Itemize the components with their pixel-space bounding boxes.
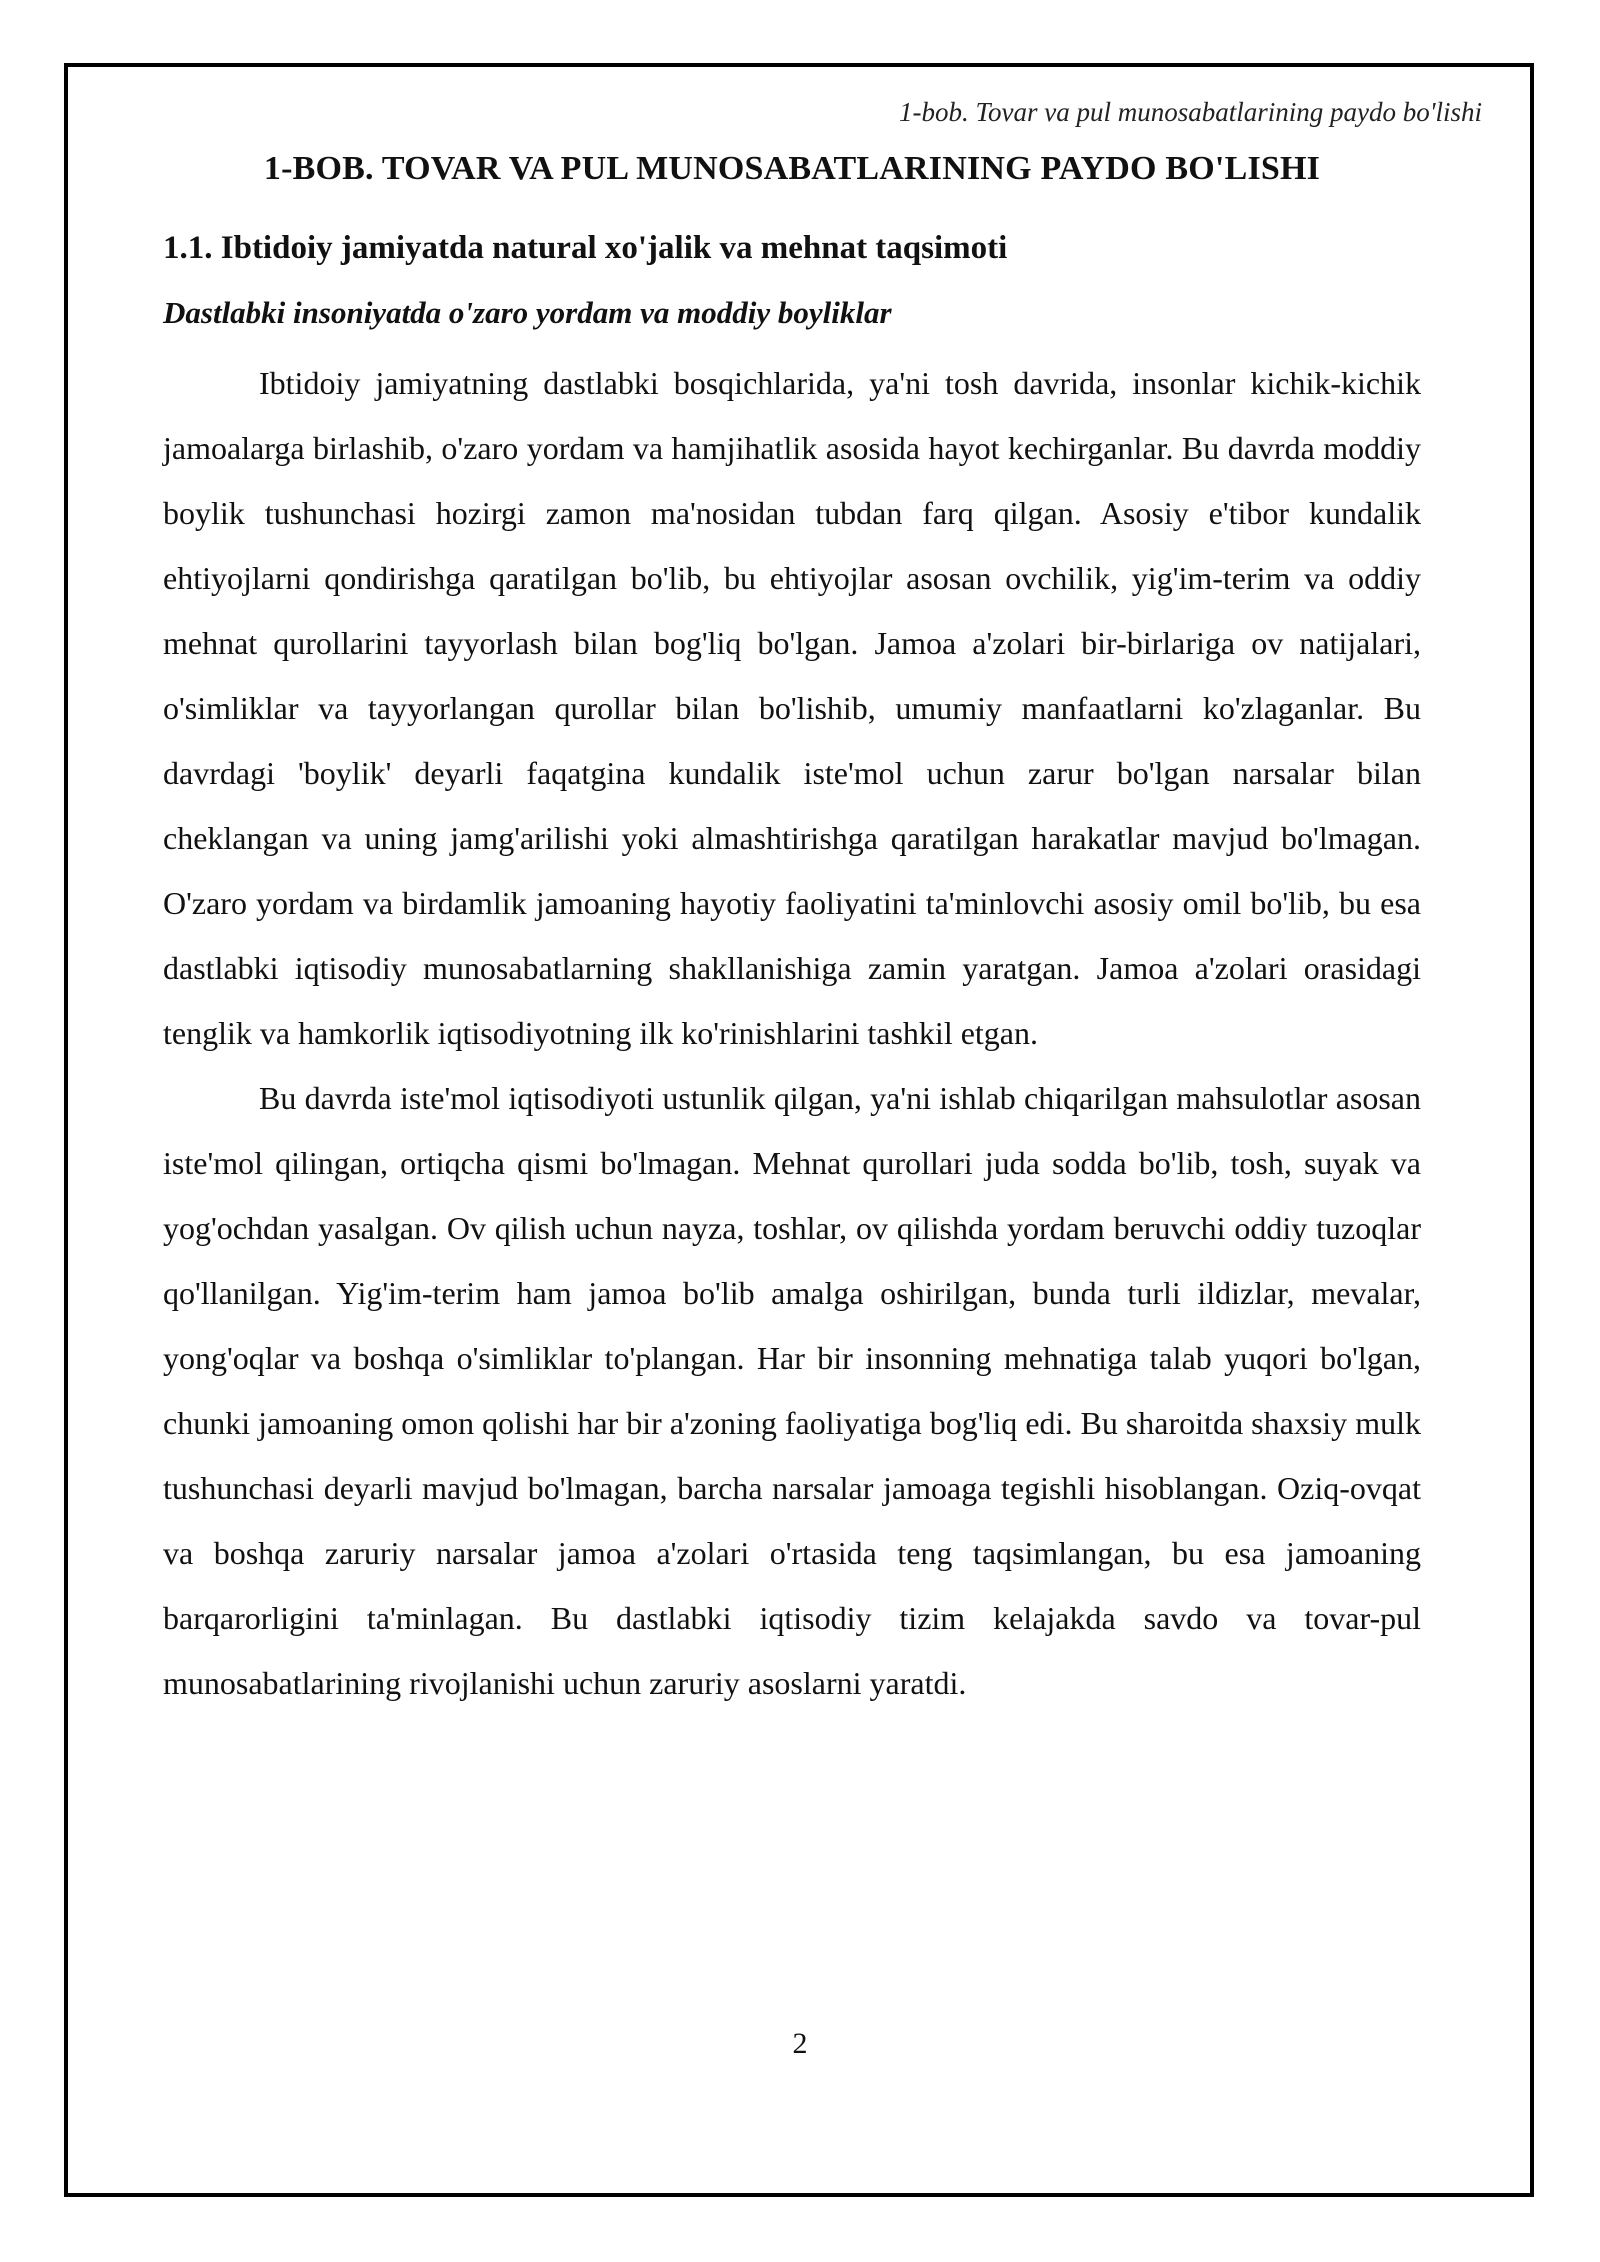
subsection-title: Dastlabki insoniyatda o'zaro yordam va moddiy boyliklar	[163, 295, 892, 330]
chapter-title: 1-BOB. TOVAR VA PUL MUNOSABATLARINING PAYDO BO'LISHI	[263, 150, 1321, 187]
section-title: 1.1. Ibtidoiy jamiyatda natural xo'jalik va mehnat taqsimoti	[163, 230, 1008, 266]
body-paragraph: Bu davrda iste'mol iqtisodiyoti ustunlik qilgan, ya'ni ishlab chiqarilgan mahsulotlar asosan iste'mol qilingan, ortiqcha qismi bo'lmagan. Mehnat qurollari juda sodda bo'lib, tosh, suyak va yog'ochdan yasalgan. Ov qilish uchun nayza, toshlar, ov qilishda yordam beruvchi oddiy tuzoqlar qo'llanilgan. Yig'im-terim ham jamoa bo'lib amalga oshirilgan, bunda turli ildizlar, mevalar, yong'oqlar va boshqa o'simliklar to'plangan. Har bir insonning mehnatiga talab yuqori bo'lgan, chunki jamoaning omon qolishi har bir a'zoning faoliyatiga bog'liq edi. Bu sharoitda shaxsiy mulk tushunchasi deyarli mavjud bo'lmagan, barcha narsalar jamoaga tegishli hisoblangan. Oziq-ovqat va boshqa zaruriy narsalar jamoa a'zolari o'rtasida teng taqsimlangan, bu esa jamoaning barqarorligini ta'minlagan. Bu dastlabki iqtisodiy tizim kelajakda savdo va tovar-pul munosabatlarining rivojlanishi uchun zaruriy asoslarni yaratdi.	[163, 1080, 1421, 1701]
running-header: 1-bob. Tovar va pul munosabatlarining paydo bo'lishi	[898, 97, 1482, 127]
page-number: 2	[792, 2027, 808, 2060]
page-content	[163, 150, 1421, 1716]
body-paragraph: Ibtidoiy jamiyatning dastlabki bosqichlarida, ya'ni tosh davrida, insonlar kichik-kichik jamoalarga birlashib, o'zaro yordam va hamjihatlik asosida hayot kechirganlar. Bu davrda moddiy boylik tushunchasi hozirgi zamon ma'nosidan tubdan farq qilgan. Asosiy e'tibor kundalik ehtiyojlarni qondirishga qaratilgan bo'lib, bu ehtiyojlar asosan ovchilik, yig'im-terim va oddiy mehnat qurollarini tayyorlash bilan bog'liq bo'lgan. Jamoa a'zolari bir-birlariga ov natijalari, o'simliklar va tayyorlangan qurollar bilan bo'lishib, umumiy manfaatlarni ko'zlaganlar. Bu davrdagi 'boylik' deyarli faqatgina kundalik iste'mol uchun zarur bo'lgan narsalar bilan cheklangan va uning jamg'arilishi yoki almashtirishga qaratilgan harakatlar mavjud bo'lmagan. O'zaro yordam va birdamlik jamoaning hayotiy faoliyatini ta'minlovchi asosiy omil bo'lib, bu esa dastlabki iqtisodiy munosabatlarning shakllanishiga zamin yaratgan. Jamoa a'zolari orasidagi tenglik va hamkorlik iqtisodiyotning ilk ko'rinishlarini tashkil etgan.	[163, 365, 1421, 1051]
